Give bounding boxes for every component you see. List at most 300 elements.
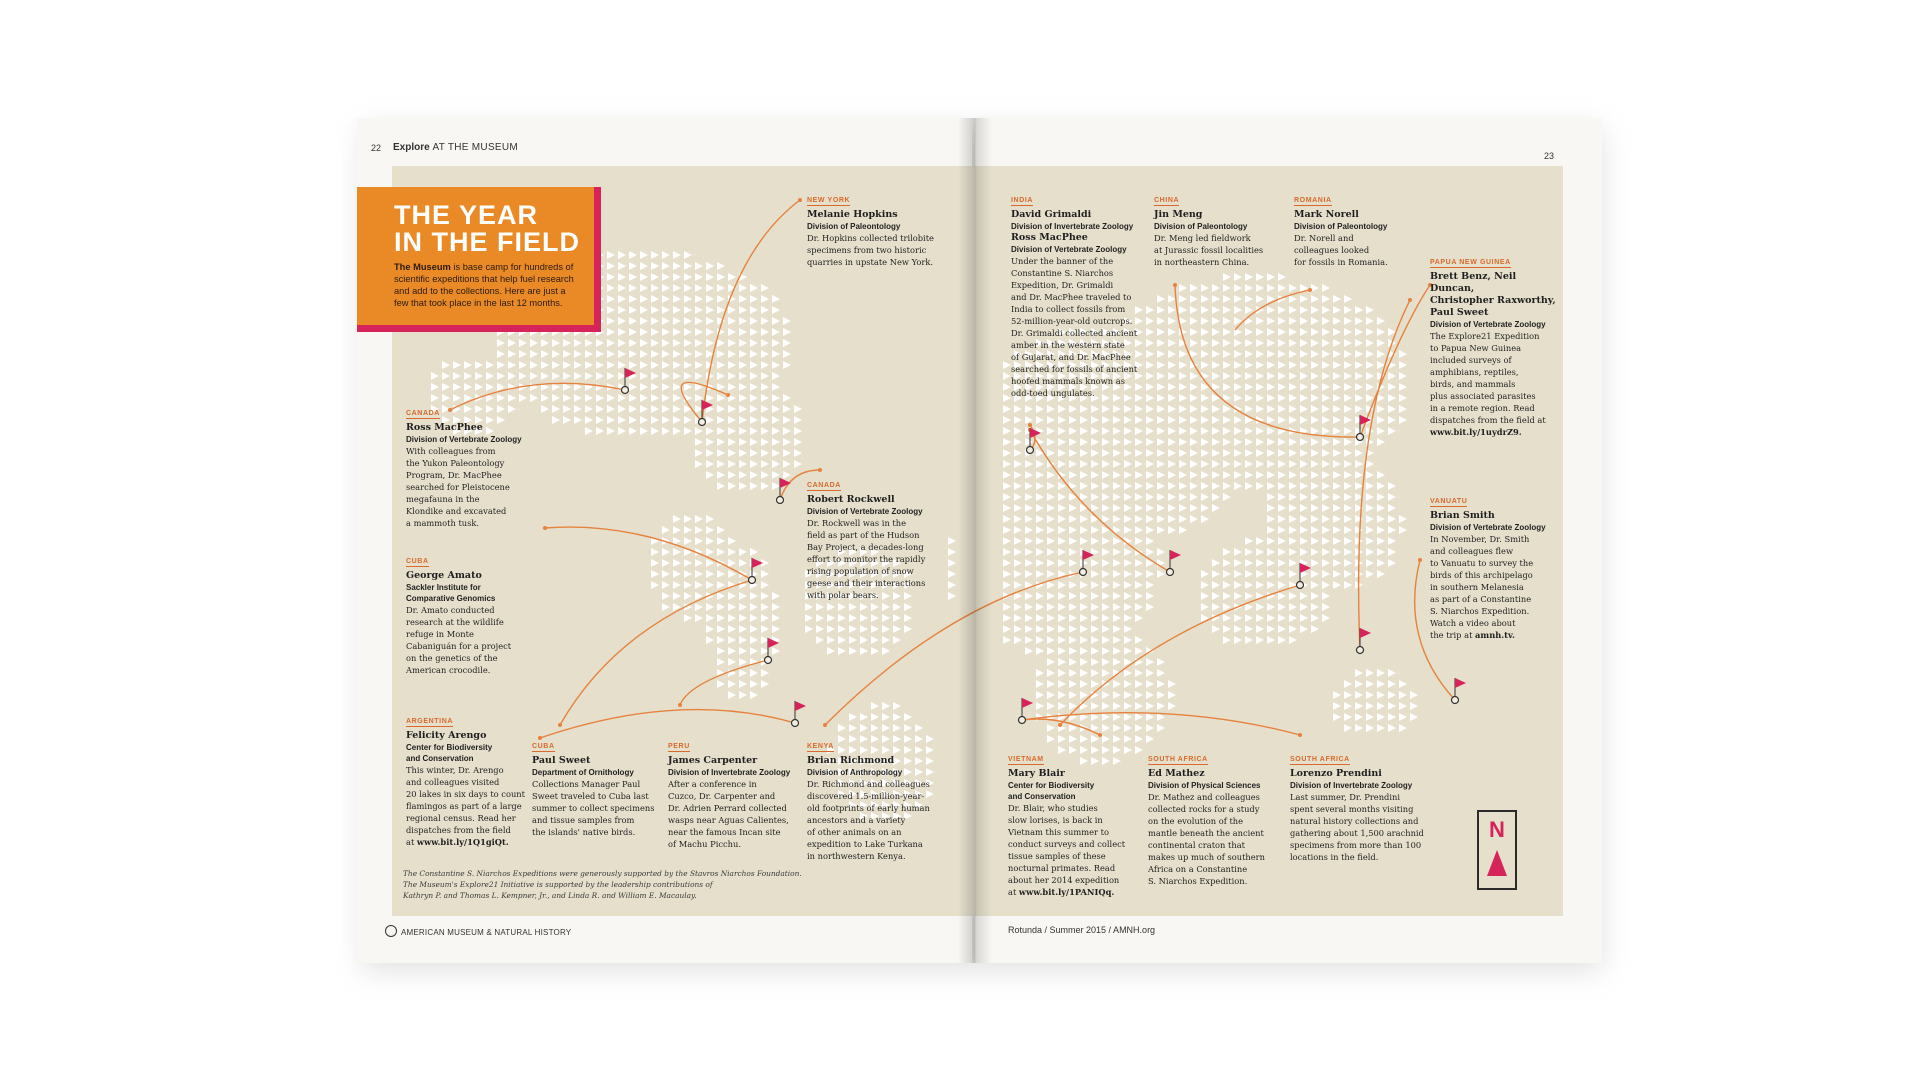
land-triangle [728,416,736,424]
land-triangle [1201,416,1209,424]
land-triangle [1278,449,1286,457]
land-triangle [706,372,714,380]
land-triangle [1047,471,1055,479]
land-triangle [1234,438,1242,446]
land-triangle [1047,724,1055,732]
land-triangle [1344,361,1352,369]
land-triangle [1256,339,1264,347]
land-triangle [717,416,725,424]
land-triangle [585,361,593,369]
land-triangle [1168,702,1176,710]
land-triangle [651,559,659,567]
land-triangle [1014,504,1022,512]
land-triangle [1069,625,1077,633]
land-triangle [1102,735,1110,743]
land-triangle [739,482,747,490]
land-triangle [1256,603,1264,611]
researcher-name: David Grimaldi [1011,209,1092,220]
land-triangle [1113,647,1121,655]
land-triangle [1366,691,1374,699]
land-triangle [695,581,703,589]
land-triangle [1091,603,1099,611]
land-triangle [739,306,747,314]
land-triangle [618,394,626,402]
land-triangle [728,306,736,314]
land-triangle [640,284,648,292]
land-triangle [1113,405,1121,413]
land-triangle [1289,372,1297,380]
land-triangle [1168,306,1176,314]
land-triangle [1003,361,1011,369]
land-triangle [1388,680,1396,688]
land-triangle [563,361,571,369]
land-triangle [1267,537,1275,545]
land-triangle [1333,350,1341,358]
land-triangle [684,339,692,347]
land-triangle [1014,438,1022,446]
land-triangle [1190,416,1198,424]
land-triangle [739,449,747,457]
land-triangle [1322,526,1330,534]
land-triangle [1267,284,1275,292]
land-triangle [1256,273,1264,281]
land-triangle [1047,647,1055,655]
land-triangle [1333,328,1341,336]
land-triangle [1157,526,1165,534]
land-triangle [849,603,857,611]
land-triangle [1080,647,1088,655]
land-triangle [1113,702,1121,710]
land-triangle [662,394,670,402]
land-triangle [772,405,780,413]
land-triangle [728,273,736,281]
land-triangle [1135,482,1143,490]
land-triangle [761,405,769,413]
land-triangle [1058,702,1066,710]
land-triangle [695,328,703,336]
land-triangle [1355,724,1363,732]
land-triangle [1267,614,1275,622]
land-triangle [1355,372,1363,380]
land-triangle [761,372,769,380]
land-triangle [717,460,725,468]
land-triangle [728,383,736,391]
route-arrowhead [726,393,730,397]
land-triangle [827,647,835,655]
land-triangle [651,295,659,303]
land-triangle [1146,537,1154,545]
land-triangle [1355,460,1363,468]
land-triangle [662,306,670,314]
callout-body: Collections Manager Paul Sweet traveled to Cuba last summer to collect specimens and tissue samples from the islands' native birds. [532,779,655,837]
land-triangle [849,636,857,644]
land-triangle [1080,515,1088,523]
land-triangle [1278,394,1286,402]
land-triangle [1025,603,1033,611]
land-triangle [684,273,692,281]
land-triangle [772,482,780,490]
land-triangle [1322,460,1330,468]
land-triangle [849,614,857,622]
land-triangle [1179,438,1187,446]
land-triangle [728,658,736,666]
pin-marker [1027,447,1034,454]
land-triangle [1388,504,1396,512]
land-triangle [1135,614,1143,622]
land-triangle [497,350,505,358]
land-triangle [695,273,703,281]
division-label: Division of Physical Sciences [1148,781,1261,790]
pin-marker [792,720,799,727]
land-triangle [1058,581,1066,589]
land-triangle [563,383,571,391]
land-triangle [1003,482,1011,490]
land-triangle [1102,493,1110,501]
researcher-name: Felicity Arengo [406,730,487,741]
land-triangle [1377,350,1385,358]
land-triangle [1168,515,1176,523]
land-triangle [1102,603,1110,611]
video-link: amnh.tv. [1475,630,1515,640]
land-triangle [739,625,747,633]
land-triangle [1300,306,1308,314]
land-triangle [640,405,648,413]
land-triangle [552,350,560,358]
land-triangle [1058,636,1066,644]
callout-body: Dr. Meng led fieldwork at Jurassic fossil localities in northeastern China. [1154,233,1264,267]
land-triangle [717,361,725,369]
land-triangle [1201,328,1209,336]
land-triangle [860,724,868,732]
land-triangle [1014,581,1022,589]
land-triangle [629,328,637,336]
land-triangle [1377,680,1385,688]
land-triangle [1157,471,1165,479]
land-triangle [1036,669,1044,677]
land-triangle [772,306,780,314]
land-triangle [706,515,714,523]
land-triangle [1080,691,1088,699]
division-label: Division of Invertebrate Zoology [1290,781,1413,790]
land-triangle [728,438,736,446]
land-triangle [1300,295,1308,303]
land-triangle [750,361,758,369]
flag-icon [1022,698,1033,708]
land-triangle [1366,471,1374,479]
land-triangle [1377,669,1385,677]
researcher-name: James Carpenter [668,755,758,766]
land-triangle [1223,383,1231,391]
land-triangle [1058,460,1066,468]
land-triangle [794,438,802,446]
location-label: CUBA [406,558,429,565]
land-triangle [1135,581,1143,589]
land-triangle [882,724,890,732]
location-label: CHINA [1154,197,1180,204]
land-triangle [618,295,626,303]
land-triangle [1135,570,1143,578]
land-triangle [1245,471,1253,479]
land-triangle [1333,537,1341,545]
land-triangle [629,251,637,259]
land-triangle [1311,592,1319,600]
land-triangle [1322,449,1330,457]
land-triangle [1377,405,1385,413]
land-triangle [662,262,670,270]
land-triangle [1300,438,1308,446]
land-triangle [1344,702,1352,710]
land-triangle [662,350,670,358]
land-triangle [1223,493,1231,501]
land-triangle [1256,383,1264,391]
land-triangle [640,372,648,380]
land-triangle [1223,471,1231,479]
land-triangle [1080,735,1088,743]
land-triangle [1168,526,1176,534]
land-triangle [1267,416,1275,424]
land-triangle [640,251,648,259]
land-triangle [1333,713,1341,721]
land-triangle [1157,449,1165,457]
land-triangle [1300,526,1308,534]
land-triangle [728,647,736,655]
land-triangle [596,361,604,369]
land-triangle [1069,603,1077,611]
flag-icon [1170,550,1181,560]
land-triangle [1289,449,1297,457]
land-triangle [1179,372,1187,380]
land-triangle [1190,405,1198,413]
land-triangle [1344,537,1352,545]
land-triangle [1113,724,1121,732]
land-triangle [1146,658,1154,666]
land-triangle [1124,515,1132,523]
land-triangle [1267,581,1275,589]
land-triangle [673,339,681,347]
land-triangle [508,350,516,358]
land-triangle [1344,394,1352,402]
land-triangle [684,416,692,424]
land-triangle [1146,493,1154,501]
land-triangle [684,515,692,523]
land-triangle [1300,361,1308,369]
land-triangle [1333,691,1341,699]
land-triangle [585,394,593,402]
land-triangle [1080,581,1088,589]
land-triangle [574,405,582,413]
land-triangle [453,361,461,369]
land-triangle [1135,592,1143,600]
land-triangle [1157,548,1165,556]
land-triangle [1388,669,1396,677]
land-triangle [1003,548,1011,556]
land-triangle [541,405,549,413]
land-triangle [1201,449,1209,457]
land-triangle [1311,383,1319,391]
land-triangle [728,339,736,347]
land-triangle [1146,713,1154,721]
land-triangle [1300,350,1308,358]
land-triangle [1289,339,1297,347]
land-triangle [585,350,593,358]
land-triangle [750,460,758,468]
land-triangle [1190,493,1198,501]
land-triangle [1157,559,1165,567]
land-triangle [1256,460,1264,468]
land-triangle [1135,504,1143,512]
land-triangle [1025,559,1033,567]
land-triangle [794,416,802,424]
land-triangle [651,306,659,314]
land-triangle [1014,416,1022,424]
land-triangle [1080,625,1088,633]
land-triangle [1278,636,1286,644]
land-triangle [640,328,648,336]
land-triangle [1267,350,1275,358]
researcher-name: Brian Smith [1430,510,1495,521]
land-triangle [1245,405,1253,413]
land-triangle [1333,515,1341,523]
land-triangle [728,372,736,380]
land-triangle [1289,603,1297,611]
land-triangle [684,592,692,600]
land-triangle [1003,636,1011,644]
land-triangle [662,295,670,303]
land-triangle [1003,460,1011,468]
pin-marker [699,419,706,426]
land-triangle [1322,339,1330,347]
land-triangle [1333,471,1341,479]
land-triangle [783,328,791,336]
land-triangle [1366,306,1374,314]
route-arrowhead [1173,283,1177,287]
pin-marker [777,497,784,504]
land-triangle [442,372,450,380]
division-label: Sackler Institute for Comparative Genomics [406,583,496,603]
land-triangle [684,328,692,336]
land-triangle [706,284,714,292]
land-triangle [1245,625,1253,633]
land-triangle [1322,350,1330,358]
land-triangle [662,559,670,567]
land-triangle [1069,537,1077,545]
land-triangle [1201,460,1209,468]
land-triangle [475,372,483,380]
land-triangle [904,724,912,732]
land-triangle [1080,537,1088,545]
land-triangle [651,339,659,347]
callout-lorenzo-prendini [1290,746,1440,863]
land-triangle [629,284,637,292]
land-triangle [1058,658,1066,666]
land-triangle [761,669,769,677]
land-triangle [1025,493,1033,501]
land-triangle [1058,559,1066,567]
land-triangle [849,713,857,721]
land-triangle [684,537,692,545]
land-triangle [1113,680,1121,688]
land-triangle [1234,284,1242,292]
land-triangle [607,416,615,424]
land-triangle [695,614,703,622]
land-triangle [717,471,725,479]
land-triangle [1058,515,1066,523]
division-label: Division of Invertebrate Zoology [668,768,791,777]
land-triangle [574,361,582,369]
land-triangle [1069,504,1077,512]
land-triangle [1190,449,1198,457]
land-triangle [1014,625,1022,633]
land-triangle [739,284,747,292]
land-triangle [662,339,670,347]
land-triangle [1124,680,1132,688]
land-triangle [893,614,901,622]
callout-mary-blair [1008,746,1148,898]
land-triangle [1212,603,1220,611]
land-triangle [1047,735,1055,743]
land-triangle [651,251,659,259]
land-triangle [1190,306,1198,314]
land-triangle [1157,680,1165,688]
land-triangle [1113,603,1121,611]
land-triangle [1344,515,1352,523]
land-triangle [1256,328,1264,336]
land-triangle [739,614,747,622]
page-number-left: 22 [371,143,382,153]
land-triangle [662,361,670,369]
land-triangle [1322,570,1330,578]
land-triangle [662,570,670,578]
land-triangle [1113,559,1121,567]
land-triangle [1322,537,1330,545]
land-triangle [673,284,681,292]
land-triangle [1047,548,1055,556]
location-label: VIETNAM [1008,756,1044,763]
land-triangle [1080,658,1088,666]
land-triangle [728,592,736,600]
land-triangle [1223,306,1231,314]
land-triangle [1025,592,1033,600]
land-triangle [1190,339,1198,347]
land-triangle [1124,471,1132,479]
land-triangle [596,427,604,435]
land-triangle [1135,691,1143,699]
land-triangle [1168,691,1176,699]
land-triangle [1311,526,1319,534]
land-triangle [508,339,516,347]
land-triangle [1366,537,1374,545]
land-triangle [1025,647,1033,655]
land-triangle [1377,328,1385,336]
land-triangle [728,614,736,622]
land-triangle [1036,460,1044,468]
land-triangle [1179,306,1187,314]
land-triangle [750,471,758,479]
researcher-name: Ed Mathez [1148,768,1205,779]
land-triangle [706,570,714,578]
land-triangle [1278,570,1286,578]
land-triangle [662,548,670,556]
land-triangle [739,438,747,446]
land-triangle [893,724,901,732]
land-triangle [915,724,923,732]
land-triangle [1135,559,1143,567]
land-triangle [1366,394,1374,402]
land-triangle [673,251,681,259]
land-triangle [1322,405,1330,413]
land-triangle [1146,724,1154,732]
land-triangle [1124,427,1132,435]
